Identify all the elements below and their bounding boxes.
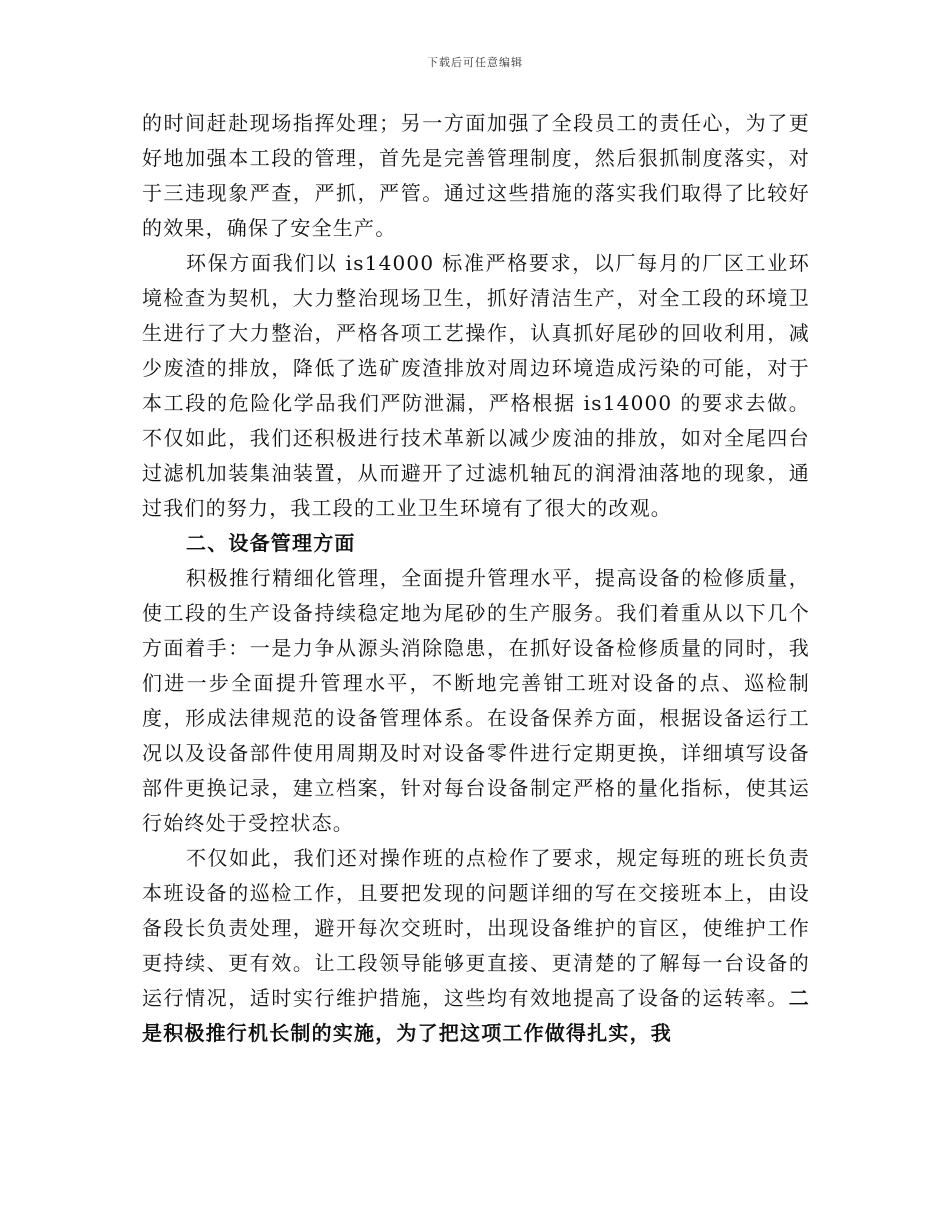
section-heading-equipment-management: 二、设备管理方面 bbox=[186, 531, 356, 555]
document-body bbox=[142, 106, 810, 1051]
paragraph-inspection-text: 不仅如此，我们还对操作班的点检作了要求，规定每班的班长负责本班设备的巡检工作，且要把发现的问题详细的写在交接班本上，由设备段长负责处理，避开每次交班时，出现设备维护的盲区，使维护工作更持续、更有效。让工段领导能够更直接、更清楚的了解每一台设备的运行情况，适时实行维护措施，这些均有效地提高了设备的运转率。 bbox=[142, 846, 810, 1010]
paragraph-safety-continuation: 的时间赶赴现场指挥处理；另一方面加强了全段员工的责任心，为了更好地加强本工段的管理，首先是完善管理制度，然后狠抓制度落实，对于三违现象严查，严抓，严管。通过这些措施的落实我们取得了比较好的效果，确保了安全生产。 bbox=[142, 111, 810, 240]
paragraph-fine-management: 积极推行精细化管理，全面提升管理水平，提高设备的检修质量，使工段的生产设备持续稳定地为尾砂的生产服务。我们着重从以下几个方面着手：一是力争从源头消除隐患，在抓好设备检修质量的同时，我们进一步全面提升管理水平，不断地完善钳工班对设备的点、巡检制度，形成法律规范的设备管理体系。在设备保养方面，根据设备运行工况以及设备部件使用周期及时对设备零件进行定期更换，详细填写设备部件更换记录，建立档案，针对每台设备制定严格的量化指标，使其运行始终处于受控状态。 bbox=[142, 566, 810, 835]
paragraph-inspection-bold-text: 二是积极推行机长制的实施，为了把这项工作做得扎实，我 bbox=[142, 986, 810, 1045]
paragraph-inspection bbox=[142, 841, 810, 1051]
paragraph-environmental: 环保方面我们以 is14000 标准严格要求，以厂每月的厂区工业环境检查为契机，大力整治现场卫生，抓好清洁生产，对全工段的环境卫生进行了大力整治，严格各项工艺操作，认真抓好尾砂的回收利用，减少废渣的排放，降低了选矿废渣排放对周边环境造成污染的可能，对于本工段的危险化学品我们严防泄漏，严格根据 is14000 的要求去做。不仅如此，我们还积极进行技术革新以减少废油的排放，如对全尾四台过滤机加装集油装置，从而避开了过滤机轴瓦的润滑油落地的现象，通过我们的努力，我工段的工业卫生环境有了很大的改观。 bbox=[142, 251, 810, 520]
page-header-note: 下载后可任意编辑 bbox=[427, 56, 523, 69]
